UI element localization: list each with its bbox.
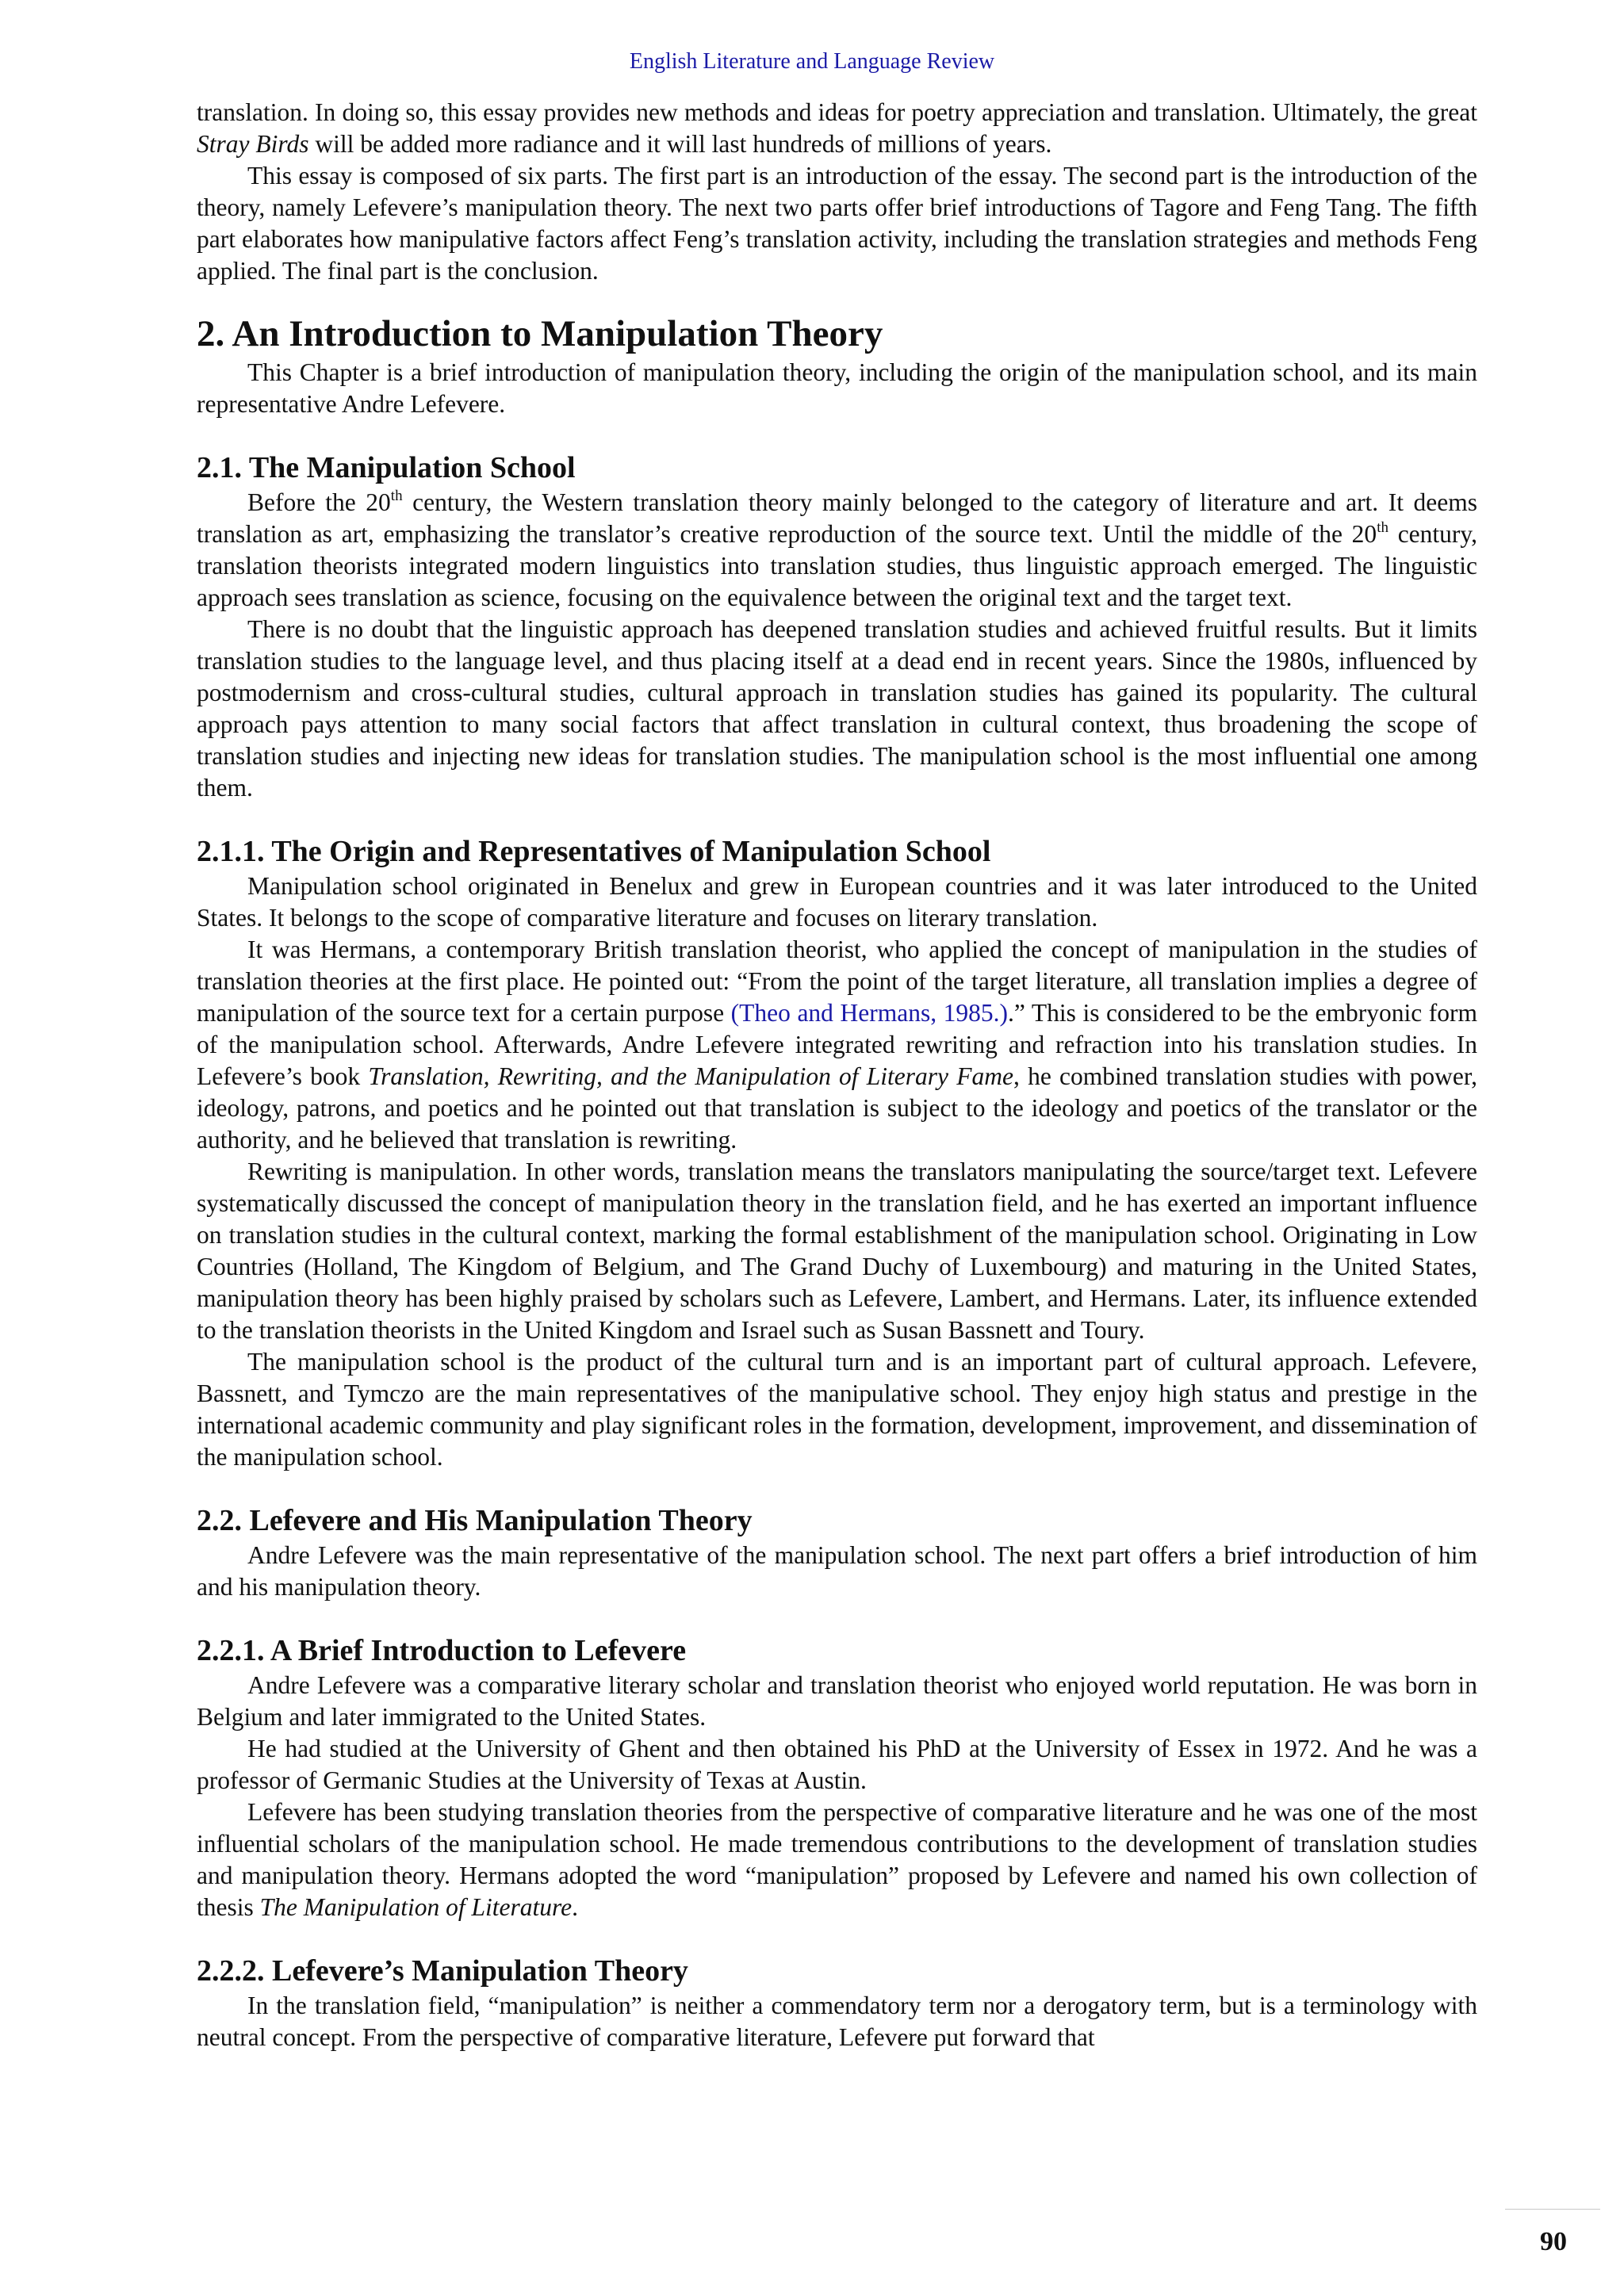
section-heading-2-2: 2.2. Lefevere and His Manipulation Theory bbox=[197, 1504, 753, 1537]
section-heading-2-1-1: 2.1.1. The Origin and Representatives of Manipulation School bbox=[197, 835, 991, 868]
section-2-2-1-paragraph-3: Lefevere has been studying translation theories from the perspective of comparative literature and he was one of the most influential scholars of the manipulation school. He made tremendous contributions to the development of translation studies and manipulation theory. Hermans adopted the word “manipulation” proposed by Lefevere and named his own collection of thesis The Manipulation of Literature. bbox=[197, 1798, 1477, 1921]
citation-link[interactable]: (Theo and Hermans, 1985.) bbox=[730, 999, 1009, 1027]
section-2-1-paragraph-1: Before the 20th century, the Western translation theory mainly belonged to the category of literature and art. It deems translation as art, emphasizing the translator’s creative reproduction of the source text. Until the middle of the 20th century, translation theorists integrated modern linguistics into translation studies, thus linguistic approach emerged. The linguistic approach sees translation as science, focusing on the equivalence between the original text and the target text. bbox=[197, 488, 1477, 611]
page-number: 90 bbox=[1540, 2227, 1567, 2256]
article-body bbox=[197, 97, 1477, 2053]
section-heading-2: 2. An Introduction to Manipulation Theory bbox=[197, 313, 883, 354]
book-title-translation-rewriting: Translation, Rewriting, and the Manipulation of Literary Fame bbox=[368, 1062, 1013, 1090]
book-title-stray-birds: Stray Birds bbox=[197, 130, 309, 158]
section-2-1-paragraph-2: There is no doubt that the linguistic approach has deepened translation studies and achieved fruitful results. But it limits translation studies to the language level, and thus placing itself at a dead end in recent years. Since the 1980s, influenced by postmodernism and cross-cultural studies, cultural approach in translation studies has gained its popularity. The cultural approach pays attention to many social factors that affect translation in cultural context, thus broadening the scope of translation studies and injecting new ideas for translation studies. The manipulation school is the most influential one among them. bbox=[197, 615, 1477, 802]
section-2-2-1-paragraph-1: Andre Lefevere was a comparative literary scholar and translation theorist who enjoyed world reputation. He was born in Belgium and later immigrated to the United States. bbox=[197, 1671, 1477, 1731]
section-2-2-paragraph-1: Andre Lefevere was the main representative of the manipulation school. The next part offers a brief introduction of him and his manipulation theory. bbox=[197, 1541, 1477, 1601]
book-title-manipulation-of-literature: The Manipulation of Literature bbox=[259, 1893, 573, 1921]
section-heading-2-2-2: 2.2.2. Lefevere’s Manipulation Theory bbox=[197, 1954, 688, 1988]
section-2-1-1-paragraph-2: It was Hermans, a contemporary British translation theorist, who applied the concept of manipulation in the studies of translation theories at the first place. He pointed out: “From the point of the target literature, all translation implies a degree of manipulation of the source text for a certain purpose (Theo and Hermans, 1985.).” This is considered to be the embryonic form of the manipulation school. Afterwards, Andre Lefevere integrated rewriting and refraction into his translation studies. In Lefevere’s book Translation, Rewriting, and the Manipulation of Literary Fame, he combined translation studies with power, ideology, patrons, and poetics and he pointed out that translation is subject to the ideology and poetics of the translator or the authority, and he believed that translation is rewriting. bbox=[197, 936, 1477, 1154]
journal-header: English Literature and Language Review bbox=[629, 49, 995, 74]
section-heading-2-2-1: 2.2.1. A Brief Introduction to Lefevere bbox=[197, 1634, 687, 1667]
section-2-2-1-paragraph-2: He had studied at the University of Ghent and then obtained his PhD at the University of Essex in 1972. And he was a professor of Germanic Studies at the University of Texas at Austin. bbox=[197, 1735, 1477, 1794]
section-2-2-2-paragraph-1: In the translation field, “manipulation” is neither a commendatory term nor a derogatory term, but is a terminology with neutral concept. From the perspective of comparative literature, Lefevere put forward that bbox=[197, 1992, 1477, 2051]
section-2-1-1-paragraph-1: Manipulation school originated in Benelux and grew in European countries and it was later introduced to the United States. It belongs to the scope of comparative literature and focuses on literary translation. bbox=[197, 872, 1477, 932]
section-2-1-1-paragraph-4: The manipulation school is the product of the cultural turn and is an important part of cultural approach. Lefevere, Bassnett, and Tymczo are the main representatives of the manipulative school. They enjoy high status and prestige in the international academic community and play significant roles in the formation, development, improvement, and dissemination of the manipulation school. bbox=[197, 1348, 1477, 1471]
section-heading-2-1: 2.1. The Manipulation School bbox=[197, 451, 576, 484]
intro-paragraph-2: This essay is composed of six parts. The first part is an introduction of the essay. The second part is the introduction of the theory, namely Lefevere’s manipulation theory. The next two parts offer brief introductions of Tagore and Feng Tang. The fifth part elaborates how manipulative factors affect Feng’s translation activity, including the translation strategies and methods Feng applied. The final part is the conclusion. bbox=[197, 162, 1477, 285]
section-2-1-1-paragraph-3: Rewriting is manipulation. In other words, translation means the translators manipulating the source/target text. Lefevere systematically discussed the concept of manipulation theory in the translation field, and he has exerted an important influence on translation studies in the cultural context, marking the formal establishment of the manipulation school. Originating in Low Countries (Holland, The Kingdom of Belgium, and The Grand Duchy of Luxembourg) and maturing in the United States, manipulation theory has been highly praised by scholars such as Lefevere, Lambert, and Hermans. Later, its influence extended to the translation theorists in the United Kingdom and Israel such as Susan Bassnett and Toury. bbox=[197, 1158, 1477, 1344]
footer-divider bbox=[1505, 2209, 1600, 2210]
intro-paragraph-1: translation. In doing so, this essay provides new methods and ideas for poetry appreciation and translation. Ultimately, the great Stray Birds will be added more radiance and it will last hundreds of millions of years. bbox=[197, 98, 1477, 158]
section-2-paragraph-1: This Chapter is a brief introduction of manipulation theory, including the origin of the manipulation school, and its main representative Andre Lefevere. bbox=[197, 358, 1477, 418]
